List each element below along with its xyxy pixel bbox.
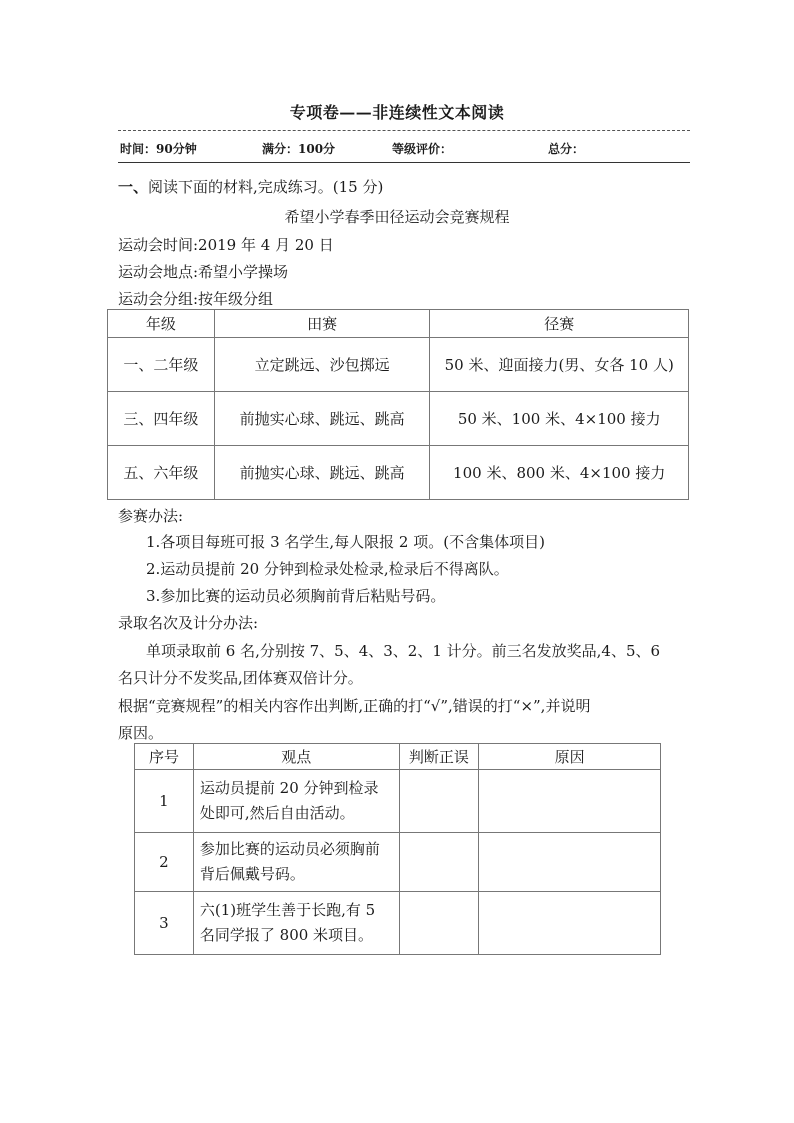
scoring-title: 录取名次及计分办法: xyxy=(118,614,259,632)
cell-view xyxy=(193,833,399,892)
table-row xyxy=(108,392,689,446)
header-judgement: 判断正误 xyxy=(399,744,479,770)
view-line: 运动员提前 20 分钟到检录 xyxy=(199,779,379,797)
header-reason: 原因 xyxy=(479,744,661,770)
table-row xyxy=(135,833,661,892)
table-row xyxy=(108,338,689,392)
cell-view xyxy=(193,770,399,833)
cell-field: 前抛实心球、跳远、跳高 xyxy=(214,446,430,500)
table-row xyxy=(135,892,661,955)
section-number: 一、 xyxy=(118,178,149,196)
question-text-2: 原因。 xyxy=(118,724,164,742)
total-label: 总分： xyxy=(548,142,585,156)
question-text-1: 根据“竞赛规程”的相关内容作出判断,正确的打“√”,错误的打“×”,并说明 xyxy=(118,697,591,715)
time-label: 时间：90分钟 xyxy=(120,142,197,156)
cell-grade: 五、六年级 xyxy=(108,446,215,500)
table-row xyxy=(108,446,689,500)
method-item: 3.参加比赛的运动员必须胸前背后粘贴号码。 xyxy=(146,587,446,605)
view-line: 名同学报了 800 米项目。 xyxy=(199,926,374,944)
header-view: 观点 xyxy=(193,744,399,770)
grade-label: 等级评价： xyxy=(392,142,453,156)
cell-number: 2 xyxy=(135,833,194,892)
view-line: 处即可,然后自由活动。 xyxy=(199,804,355,822)
top-divider xyxy=(118,130,690,131)
cell-number: 1 xyxy=(135,770,194,833)
cell-judgement-answer[interactable] xyxy=(399,770,479,833)
cell-track: 50 米、迎面接力(男、女各 10 人) xyxy=(430,338,689,392)
header-number: 序号 xyxy=(135,744,194,770)
scoring-text-1: 单项录取前 6 名,分别按 7、5、4、3、2、1 计分。前三名发放奖品,4、5、6 xyxy=(146,642,661,660)
info-place: 运动会地点:希望小学操场 xyxy=(118,263,289,281)
header-divider xyxy=(118,162,690,163)
cell-grade: 三、四年级 xyxy=(108,392,215,446)
cell-field: 立定跳远、沙包掷远 xyxy=(214,338,430,392)
cell-reason-answer[interactable] xyxy=(479,892,661,955)
judgement-table xyxy=(134,743,661,955)
header-grade: 年级 xyxy=(108,310,215,338)
cell-track: 50 米、100 米、4×100 接力 xyxy=(430,392,689,446)
table-row xyxy=(135,770,661,833)
rules-title: 希望小学春季田径运动会竞赛规程 xyxy=(284,208,510,226)
score-label: 满分：100分 xyxy=(262,142,336,156)
cell-reason-answer[interactable] xyxy=(479,770,661,833)
scoring-text-2: 名只计分不发奖品,团体赛双倍计分。 xyxy=(118,669,363,687)
cell-view xyxy=(193,892,399,955)
cell-reason-answer[interactable] xyxy=(479,833,661,892)
table-header-row xyxy=(108,310,689,338)
method-item: 2.运动员提前 20 分钟到检录处检录,检录后不得离队。 xyxy=(146,560,509,578)
cell-grade: 一、二年级 xyxy=(108,338,215,392)
view-line: 背后佩戴号码。 xyxy=(199,865,305,883)
header-track: 径赛 xyxy=(430,310,689,338)
events-table xyxy=(107,309,689,500)
method-item: 1.各项目每班可报 3 名学生,每人限报 2 项。(不含集体项目) xyxy=(146,533,545,551)
section-heading xyxy=(118,176,383,197)
view-line: 六(1)班学生善于长跑,有 5 xyxy=(199,901,376,919)
view-line: 参加比赛的运动员必须胸前 xyxy=(199,840,380,858)
header-field: 田赛 xyxy=(214,310,430,338)
section-instruction: 阅读下面的材料,完成练习。(15 分) xyxy=(148,178,384,196)
cell-track: 100 米、800 米、4×100 接力 xyxy=(430,446,689,500)
method-title: 参赛办法: xyxy=(118,507,184,525)
page-title: 专项卷——非连续性文本阅读 xyxy=(289,103,505,122)
info-group: 运动会分组:按年级分组 xyxy=(118,290,274,308)
cell-field: 前抛实心球、跳远、跳高 xyxy=(214,392,430,446)
info-time: 运动会时间:2019 年 4 月 20 日 xyxy=(118,236,334,254)
table-header-row xyxy=(135,744,661,770)
cell-number: 3 xyxy=(135,892,194,955)
cell-judgement-answer[interactable] xyxy=(399,833,479,892)
cell-judgement-answer[interactable] xyxy=(399,892,479,955)
